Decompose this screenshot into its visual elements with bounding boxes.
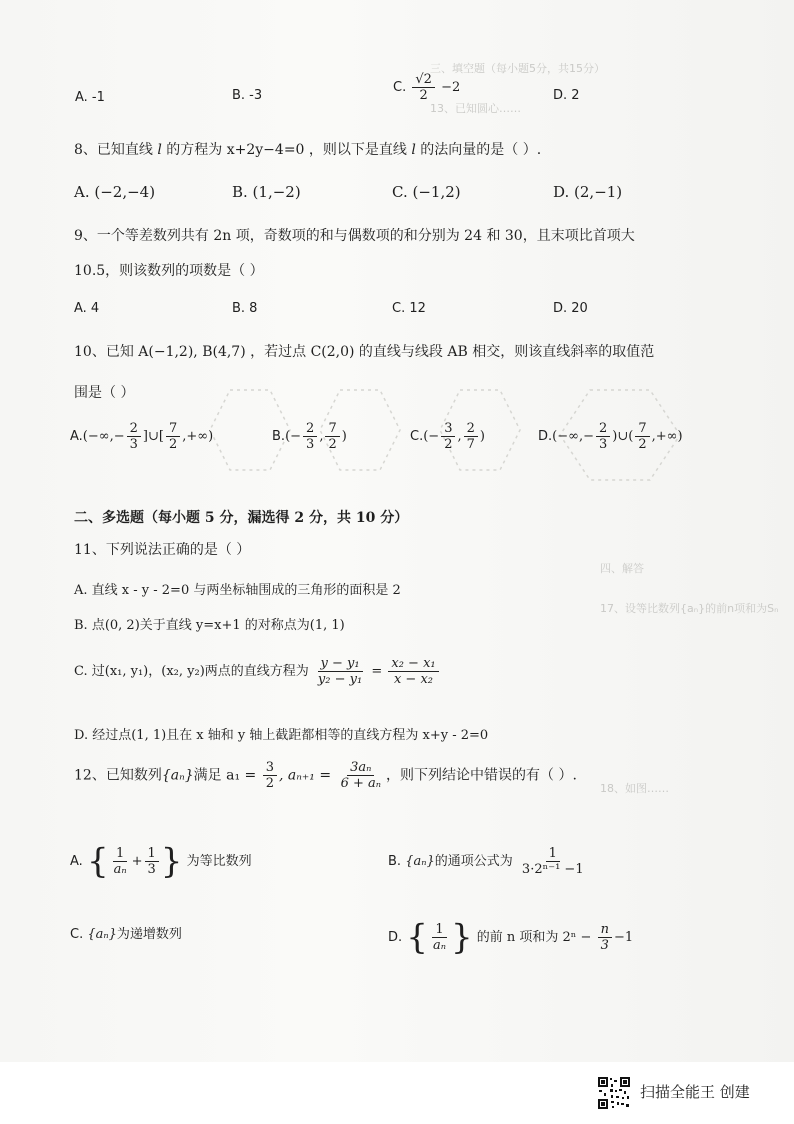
qr-code-icon	[597, 1076, 631, 1110]
q8-option-c: C. (−1,2)	[392, 183, 461, 201]
q12-option-a: A. { $\frac{1}{\text{aₙ}}$ + $\frac{1}{3}$ } 为等比数列	[70, 841, 252, 882]
q9-option-c: C. 12	[392, 301, 426, 316]
q10-stem-line2: 围是（ ）	[74, 385, 135, 401]
q10-stem-line1: 10、已知 A(−1,2), B(4,7) ，若过点 C(2,0) 的直线与线段 AB 相交，则该直线斜率的取值范	[74, 344, 655, 360]
q11-option-a: A. 直线 x - y - 2=0 与两坐标轴围成的三角形的面积是 2	[74, 583, 401, 598]
q10-option-b: B.(− $\frac{2}{3}$ , $\frac{7}{2}$ )	[272, 421, 347, 452]
bleed-through-decoration: 17、设等比数列{aₙ}的前n项和为Sₙ	[600, 602, 779, 615]
q8-option-b: B. (1,−2)	[232, 183, 301, 201]
q11-option-b: B. 点(0, 2)关于直线 y=x+1 的对称点为(1, 1)	[74, 618, 345, 633]
q9-stem-line2: 10.5，则该数列的项数是（ ）	[74, 263, 264, 279]
bleed-through-decoration: 四、解答	[600, 562, 644, 575]
q7-option-b: B. -3	[232, 88, 263, 103]
q12-stem: 12、已知数列{aₙ}满足 a₁ = $\frac{3}{2}$ , aₙ₊₁ = $\frac{\text{3aₙ}}{\text{6 + aₙ}}$ ，则下列结论中错误的有（ ）.	[74, 760, 577, 791]
q12-option-c: C. {aₙ}为递增数列	[70, 927, 182, 942]
q11-stem: 11、下列说法正确的是（ ）	[74, 542, 251, 558]
q8-option-d: D. (2,−1)	[553, 183, 623, 201]
q9-option-b: B. 8	[232, 301, 258, 316]
q9-option-d: D. 20	[553, 301, 588, 316]
q10-option-c: C.(− $\frac{3}{2}$ , $\frac{2}{7}$ )	[410, 421, 485, 452]
bleed-through-decoration: 三、填空题（每小题5分，共15分）	[430, 62, 605, 75]
scanner-brand-text: 扫描全能王 创建	[640, 1083, 750, 1101]
bleed-through-decoration: 18、如图……	[600, 782, 669, 795]
q12-option-d: D. { $\frac{1}{\text{aₙ}}$ } 的前 n 项和为 2ⁿ − $\frac{n}{3}$ −1	[388, 917, 634, 958]
q9-option-a: A. 4	[74, 301, 100, 316]
q7-option-d: D. 2	[553, 88, 580, 103]
bleed-through-decoration: 13、已知圆心……	[430, 102, 521, 115]
q11-option-c: C. 过(x₁, y₁)，(x₂, y₂)两点的直线方程为 $\frac{\text{y − y₁}}{\text{y₂ − y₁}}$ = $\frac{\text{x₂ − x₁}}{\text{x − x₂}}$	[74, 656, 441, 687]
q12-option-b: B. {aₙ}的通项公式为 $\frac{1}{\text{3·2ⁿ⁻¹ −1}}$	[388, 846, 584, 877]
q7-option-c: C. $\frac{√2}{2}$ −2	[393, 72, 461, 103]
q11-option-d: D. 经过点(1, 1)且在 x 轴和 y 轴上截距都相等的直线方程为 x+y - 2=0	[74, 728, 489, 743]
q10-option-a: A.(−∞,− $\frac{2}{3}$ ]∪[ $\frac{7}{2}$ ,+∞)	[70, 421, 214, 452]
q10-option-d: D.(−∞,− $\frac{2}{3}$ )∪( $\frac{7}{2}$ ,+∞)	[538, 421, 683, 452]
q8-stem: 8、已知直线 l 的方程为 x+2y−4=0 ，则以下是直线 l 的法向量的是（ ）.	[74, 142, 542, 158]
q9-stem-line1: 9、一个等差数列共有 2n 项，奇数项的和与偶数项的和分别为 24 和 30，且末项比首项大	[74, 228, 635, 244]
section-title-multiple-choice: 二、多选题（每小题 5 分，漏选得 2 分，共 10 分）	[74, 510, 409, 526]
q8-option-a: A. (−2,−4)	[74, 183, 156, 201]
q7-option-a: A. -1	[75, 90, 105, 105]
